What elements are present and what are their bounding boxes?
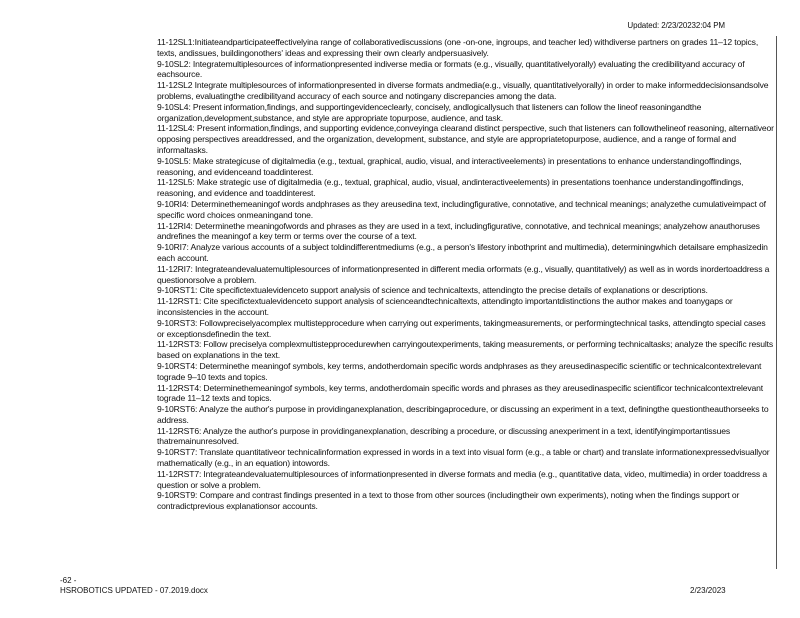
footer-left bbox=[60, 576, 208, 596]
standard-ri4-9-10: 9-10RI4: Determinethemeaningof words andphrases as they areusedina text, includingfigurative, connotative, and technical meanings; analyzethe cumulativeimpact of specific word choices onmeaningand tone. bbox=[157, 198, 766, 220]
standard-rst4-9-10: 9-10RST4: Determinethe meaningof symbols, key terms, andotherdomain specific words andphrases as they areusedinaspecific scientific or technicalcontextrelevant tograde 9–10 texts and topics. bbox=[157, 360, 762, 382]
standard-rst4-11-12: 11-12RST4: Determinethemeaningof symbols, key terms, andotherdomain specific words and phrases as they areusedinaspecific scientificor technicalcontextrelevant tograde 11–12 texts and topics. bbox=[157, 382, 764, 404]
standard-sl2-11-12: 11-12SL2 Integrate multiplesources of informationpresented in diverse formats andmedia(e.g., visually, quantitativelyorally) in order to make informeddecisionsandsolve problems, evaluatingthe credibilityand accuracy of each source and notingany discrepancies among the data. bbox=[157, 80, 769, 101]
standards-list bbox=[157, 37, 774, 512]
standard-sl4-9-10: 9-10SL4: Present information,findings, and supportingevidenceclearly, concisely, andlogicallysuch that listeners can follow the lineof reasoningandthe organization,development,substance, and style are appropriate topurpose, audience, and task. bbox=[157, 101, 702, 123]
standard-rst7-9-10: 9-10RST7: Translate quantitativeor technicalinformation expressed in words in a text into visual form (e.g., a table or chart) and translate informationexpressedvisuallyor mathematically (e.g., in an equation) intowords. bbox=[157, 447, 770, 469]
standard-rst6-9-10: 9-10RST6: Analyze the author's purpose in providinganexplanation, describingaprocedure, or discussing an experiment in a text, definingthe questiontheauthorseeks to address. bbox=[157, 404, 769, 425]
standard-rst3-9-10: 9-10RST3: Followpreciselyacomplex multistepprocedure when carrying out experiments, takingmeasurements, or performingtechnical tasks, attendingto special cases or exceptionsdefinedin the text. bbox=[157, 317, 766, 339]
standard-rst9-9-10: 9-10RST9: Compare and contrast findings presented in a text to those from other sources (includingtheir own experiments), noting when the findings support or contradictprevious explanationsor accounts. bbox=[157, 490, 740, 512]
footer-date: 2/23/2023 bbox=[690, 586, 726, 595]
standard-rst1-9-10: 9-10RST1: Cite specifictextualevidenceto support analysis of science and technicaltexts, attendingto the precise details of explanations or descriptions. bbox=[157, 285, 708, 296]
updated-timestamp: Updated: 2/23/20232:04 PM bbox=[627, 21, 725, 30]
standard-rst1-11-12: 11-12RST1: Cite specifictextualevidenceto support analysis of scienceandtechnicaltexts, attendingto importantdistinctions the author makes and toanygaps or inconsistencies in the account. bbox=[157, 296, 733, 317]
right-margin-rule bbox=[776, 36, 777, 569]
standard-rst3-11-12: 11-12RST3: Follow preciselya complexmultistepprocedurewhen carryingoutexperiments, taking measurements, or performing technicaltasks; analyze the specific results based on explanations in the text. bbox=[157, 339, 774, 361]
standard-ri7-9-10: 9-10RI7: Analyze various accounts of a subject toldindifferentmediums (e.g., a person's lifestory inbothprint and multimedia), determiningwhich detailsare emphasizedin each account. bbox=[157, 242, 768, 263]
standard-sl1-11-12: 11-12SL1:Initiateandparticipateeffectivelyina range of collaborativediscussions (one -on-one, ingroups, and teacher led) withdiverse partners on grades 11–12 topics, texts, andissues, buildingonothers' ideas and expressing their own clearly andpersuasively. bbox=[157, 37, 759, 58]
standard-ri7-11-12: 11-12RI7: Integrateandevaluatemultiplesources of informationpresented in different media orformats (e.g., visually, quantitatively) as well as in words inordertoaddress a questionorsolve a problem. bbox=[157, 263, 770, 285]
standard-sl4-11-12: 11-12SL4: Present information,findings, and supporting evidence,conveyinga clearand distinct perspective, such that listeners can followthelineof reasoning, alternativeor opposing perspectives areaddressed, and the organization, development, substance, and style are appropriatetopurpose, audience, and a range of formal and informaltasks. bbox=[157, 123, 774, 155]
document-filename: HSROBOTICS UPDATED - 07.2019.docx bbox=[60, 586, 208, 595]
standard-sl5-11-12: 11-12SL5: Make strategic use of digitalmedia (e.g., textual, graphical, audio, visual, andinteractiveelements) in presentations toenhance understandingoffindings, reasoning, and evidence and toaddinterest. bbox=[157, 177, 744, 199]
standard-sl5-9-10: 9-10SL5: Make strategicuse of digitalmedia (e.g., textual, graphical, audio, visual, and interactiveelements) in presentations to enhance understandingoffindings, reasoning, and evidenceand toaddinterest. bbox=[157, 155, 742, 177]
standard-sl2-9-10: 9-10SL2: Integratemultiplesources of informationpresented indiverse media or formats (e.g., visually, quantitativelyorally) evaluating the credibilityand accuracy of eachsource. bbox=[157, 58, 745, 80]
standard-ri4-11-12: 11-12RI4: Determinethe meaningofwords and phrases as they are used in a text, includingfigurative, connotative, and technical meanings; analyzehow anauthoruses andrefines the meaningof a key term or terms over the course of a text. bbox=[157, 220, 760, 242]
page-number: -62 - bbox=[60, 576, 77, 585]
standard-rst6-11-12: 11-12RST6: Analyze the author's purpose in providinganexplanation, describing a procedure, or discussing anexperiment in a text, identifyingimportantissues thatremainunresolved. bbox=[157, 425, 730, 447]
standard-rst7-11-12: 11-12RST7: Integrateandevaluatemultiplesources of informationpresented in diverse formats and media (e.g., quantitative data, video, multimedia) in order toaddress a question or solve a problem. bbox=[157, 468, 767, 490]
